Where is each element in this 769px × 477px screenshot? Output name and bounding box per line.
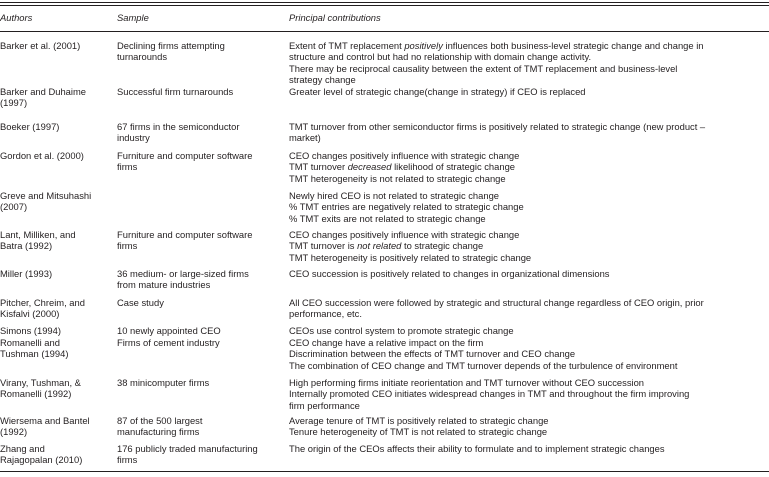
contribution-line (289, 377, 769, 388)
contribution-line (289, 201, 769, 212)
contribution-line (289, 388, 769, 399)
sample-cell-line: turnarounds (117, 51, 168, 63)
author-cell-line: Gordon et al. (2000) (0, 150, 84, 161)
sample-cell-line: Declining firms attempting (117, 40, 225, 51)
contribution-text: TMT turnover is (289, 240, 358, 252)
sample-cell-line: 10 newly appointed CEO (117, 325, 221, 336)
author-cell (0, 268, 108, 279)
contribution-text: TMT heterogeneity is not related to strategic change (289, 172, 506, 184)
sample-cell (117, 150, 283, 173)
sample-cell (117, 268, 283, 291)
contribution-text: % TMT entries are negatively related to strategic change (289, 201, 524, 213)
contribution-cell (289, 40, 769, 86)
author-cell-line: Simons (1994) (0, 325, 61, 336)
emphasis-text: not related (357, 240, 402, 252)
author-cell (0, 40, 108, 51)
contribution-line (289, 74, 769, 85)
contribution-text: All CEO succession were followed by strategic and structural change regardless of CEO origin, prior (289, 297, 704, 308)
contribution-line (289, 51, 769, 62)
sample-cell-line: industry (117, 132, 150, 144)
author-cell-line: Greve and Mitsuhashi (0, 190, 92, 201)
sample-cell-line: 36 medium- or large-sized firms (117, 268, 249, 279)
sample-cell (117, 415, 283, 438)
contribution-cell (289, 268, 769, 279)
contribution-line (289, 240, 769, 251)
author-cell (0, 443, 108, 466)
contribution-text: Average tenure of TMT is positively related to strategic change (289, 415, 549, 426)
contribution-line (289, 360, 769, 371)
author-cell-line: (2007) (0, 201, 28, 213)
contribution-text: Greater level of strategic change(change in strategy) if CEO is replaced (289, 86, 586, 97)
author-cell (0, 229, 108, 252)
contribution-text: The origin of the CEOs affects their ability to formulate and to implement strategic changes (289, 443, 665, 454)
author-cell-line: (1992) (0, 426, 28, 438)
contribution-line (289, 443, 769, 454)
contribution-text: High performing firms initiate reorientation and TMT turnover without CEO succession (289, 377, 645, 388)
contribution-text: structure and control but had no relationship with domain change activity. (289, 51, 592, 63)
sample-cell (117, 337, 283, 348)
sample-cell (117, 443, 283, 466)
sample-cell-line: Case study (117, 297, 164, 308)
contribution-text: influences both business-level strategic change and change in (442, 40, 704, 51)
contribution-text: performance, etc. (289, 308, 362, 320)
contribution-text: Discrimination between the effects of TMT turnover and CEO change (289, 348, 576, 360)
contribution-text: CEO changes positively influence with strategic change (289, 229, 520, 240)
sample-cell-line: Successful firm turnarounds (117, 86, 234, 97)
sample-cell (117, 121, 283, 144)
contribution-cell (289, 415, 769, 438)
author-cell-line: Virany, Tushman, & (0, 377, 81, 388)
author-cell (0, 150, 108, 161)
sample-cell-line: 176 publicly traded manufacturing (117, 443, 258, 454)
author-cell-line: Kisfalvi (2000) (0, 308, 60, 320)
contribution-line (289, 337, 769, 348)
author-cell (0, 297, 108, 320)
contribution-line (289, 400, 769, 411)
author-cell (0, 121, 108, 132)
contribution-line (289, 132, 769, 143)
contribution-cell (289, 121, 769, 144)
sample-cell-line: from mature industries (117, 279, 211, 291)
sample-cell-line: 87 of the 500 largest (117, 415, 203, 426)
sample-cell (117, 377, 283, 388)
contribution-line (289, 40, 769, 51)
contribution-cell (289, 443, 769, 454)
header-contributions: Principal contributions (289, 12, 381, 23)
header-rule (0, 31, 769, 32)
contribution-text: Newly hired CEO is not related to strategic change (289, 190, 499, 201)
author-cell-line: Miller (1993) (0, 268, 53, 279)
sample-cell-line: manufacturing firms (117, 426, 200, 438)
author-cell-line: Barker et al. (2001) (0, 40, 81, 51)
author-cell-line: Lant, Milliken, and (0, 229, 76, 240)
sample-cell-line: Firms of cement industry (117, 337, 220, 348)
contribution-line (289, 121, 769, 132)
contribution-text: TMT turnover from other semiconductor firms is positively related to strategic change (new product – (289, 121, 706, 132)
author-cell-line: Zhang and (0, 443, 45, 454)
contribution-line (289, 252, 769, 263)
contribution-text: There may be reciprocal causality between the extent of TMT replacement and business-level (289, 62, 678, 74)
author-cell (0, 86, 108, 109)
author-cell-line: Tushman (1994) (0, 348, 69, 360)
author-cell-line: (1997) (0, 97, 28, 109)
contribution-line (289, 63, 769, 74)
contribution-text: Tenure heterogeneity of TMT is not related to strategic change (289, 426, 548, 438)
contribution-cell (289, 229, 769, 263)
contribution-line (289, 308, 769, 319)
header-sample: Sample (117, 12, 149, 23)
contribution-text: market) (289, 132, 321, 144)
contribution-text: CEOs use control system to promote strategic change (289, 325, 514, 336)
contribution-cell (289, 377, 769, 411)
sample-cell (117, 40, 283, 63)
header-authors: Authors (0, 12, 33, 23)
top-rule (0, 2, 769, 3)
sample-cell (117, 297, 283, 308)
bottom-rule (0, 471, 769, 472)
sample-cell-line: 38 minicomputer firms (117, 377, 210, 388)
author-cell-line: Barker and Duhaime (0, 86, 86, 97)
author-cell-line: Rajagopalan (2010) (0, 454, 83, 466)
author-cell-line: Boeker (1997) (0, 121, 60, 132)
contribution-line (289, 161, 769, 172)
author-cell (0, 190, 108, 213)
sample-cell (117, 325, 283, 336)
contribution-line (289, 426, 769, 437)
sample-cell (117, 86, 283, 97)
contribution-cell (289, 190, 769, 224)
contribution-text: to strategic change (401, 240, 484, 252)
contribution-text: CEO changes positively influence with strategic change (289, 150, 520, 161)
sample-cell-line: Furniture and computer software (117, 150, 253, 161)
contribution-line (289, 229, 769, 240)
author-cell (0, 415, 108, 438)
author-cell-line: Batra (1992) (0, 240, 53, 252)
contribution-line (289, 190, 769, 201)
author-cell (0, 377, 108, 400)
contribution-line (289, 173, 769, 184)
contribution-line (289, 268, 769, 279)
contribution-cell (289, 86, 769, 97)
contribution-cell (289, 325, 769, 336)
sample-cell-line: firms (117, 161, 138, 173)
author-cell (0, 325, 108, 336)
author-cell (0, 337, 108, 360)
sample-cell-line: firms (117, 454, 138, 466)
contribution-text: TMT turnover (289, 161, 348, 173)
contribution-line (289, 86, 769, 97)
sample-cell-line: Furniture and computer software (117, 229, 253, 240)
contribution-cell (289, 150, 769, 184)
author-cell-line: Wiersema and Bantel (0, 415, 90, 426)
contribution-text: Extent of TMT replacement (289, 40, 405, 51)
emphasis-text: decreased (347, 161, 392, 173)
emphasis-text: positively (404, 40, 443, 51)
contribution-text: firm performance (289, 399, 360, 411)
sample-cell-line: 67 firms in the semiconductor (117, 121, 240, 132)
contribution-text: The combination of CEO change and TMT turnover depends of the turbulence of environment (289, 359, 678, 371)
top-rule-double (0, 5, 769, 6)
contribution-text: CEO succession is positively related to changes in organizational dimensions (289, 268, 610, 279)
contribution-text: TMT heterogeneity is positively related to strategic change (289, 251, 532, 263)
author-cell-line: Pitcher, Chreim, and (0, 297, 85, 308)
author-cell-line: Romanelli (1992) (0, 388, 72, 400)
sample-cell-line: firms (117, 240, 138, 252)
contribution-line (289, 297, 769, 308)
sample-cell (117, 229, 283, 252)
contribution-line (289, 150, 769, 161)
contribution-line (289, 415, 769, 426)
contribution-text: Internally promoted CEO initiates widespread changes in TMT and throughout the firm improving (289, 388, 690, 400)
author-cell-line: Romanelli and (0, 337, 60, 348)
contribution-text: strategy change (289, 74, 356, 86)
contribution-text: likelihood of strategic change (391, 161, 515, 173)
contribution-line (289, 348, 769, 359)
contribution-cell (289, 337, 769, 371)
contribution-line (289, 213, 769, 224)
contribution-cell (289, 297, 769, 320)
contribution-line (289, 325, 769, 336)
contribution-text: % TMT exits are not related to strategic change (289, 212, 486, 224)
contribution-text: CEO change have a relative impact on the firm (289, 337, 484, 348)
